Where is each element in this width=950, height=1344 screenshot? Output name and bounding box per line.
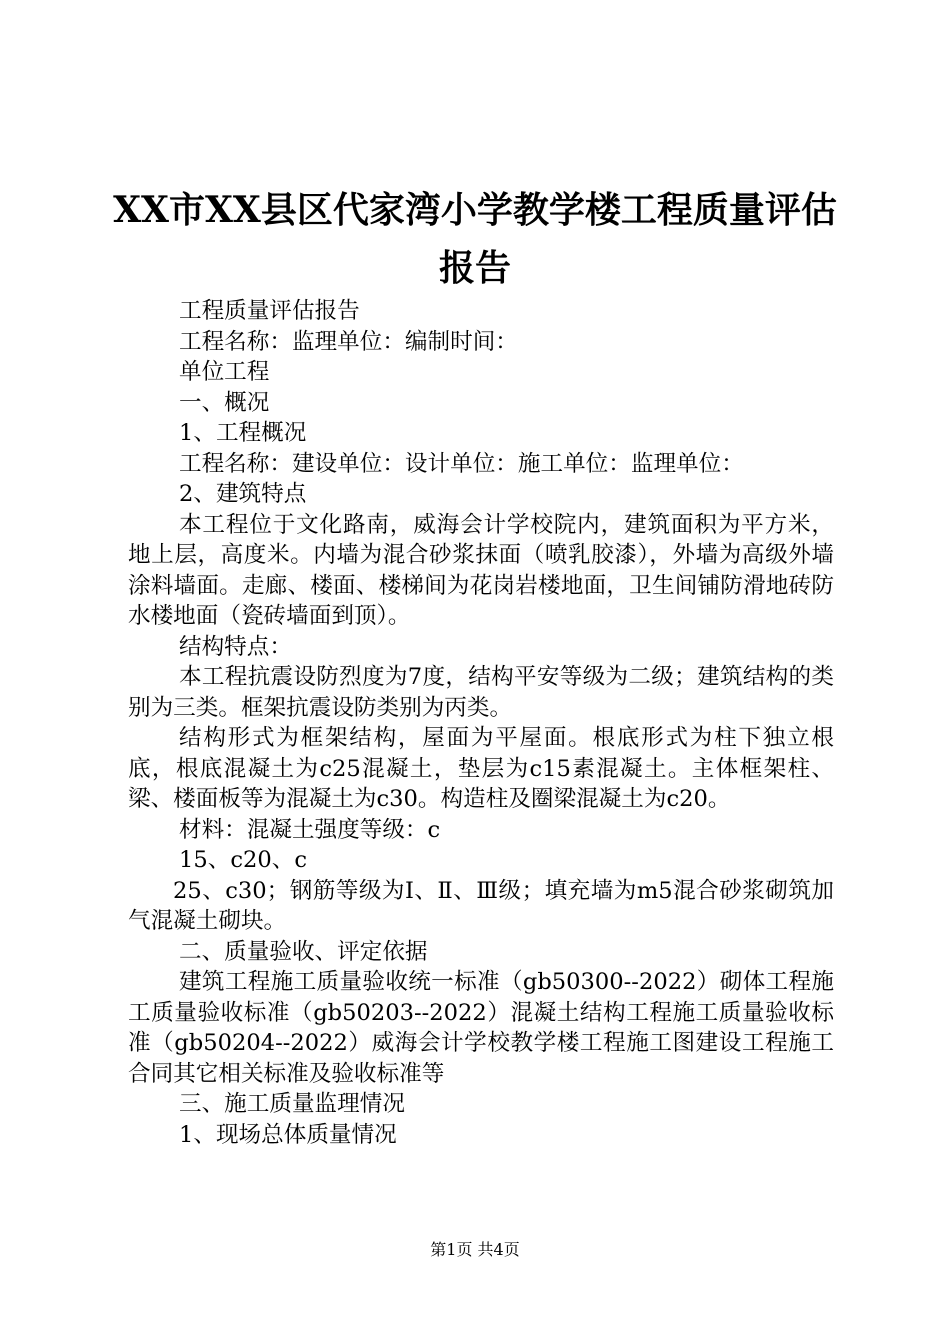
paragraph-structure-form: 结构形式为框架结构，屋面为平屋面。根底形式为柱下独立根底，根底混凝土为c25混凝土，垫层为c15素混凝土。主体框架柱、梁、楼面板等为混凝土为c30。构造柱及圈梁混凝土为c20。	[128, 725, 834, 812]
subsection-heading-building-features: 2、建筑特点	[179, 481, 307, 507]
page-number-footer: 第1页 共4页	[430, 1240, 520, 1259]
section-heading-supervision: 三、施工质量监理情况	[179, 1091, 405, 1117]
paragraph-unit-project: 单位工程	[179, 359, 270, 385]
document-title-line-2: 报告	[438, 247, 511, 289]
paragraph-project-parties: 工程名称：建设单位：设计单位：施工单位：监理单位：	[179, 450, 744, 477]
paragraph-standards: 建筑工程施工质量验收统一标准（gb50300--2022）砌体工程施工质量验收标准（gb50203--2022）混凝土结构工程施工质量验收标准（gb50204--2022）威海会计学校教学楼工程施工图建设工程施工合同其它相关标准及验收标准等	[128, 969, 834, 1087]
paragraph-report-heading: 工程质量评估报告	[179, 298, 360, 324]
paragraph-project-info: 工程名称：监理单位：编制时间：	[179, 328, 518, 355]
paragraph-materials-cont-1: 15、c20、c	[179, 847, 307, 873]
document-body	[128, 296, 834, 1150]
document-title-line-1: XX市XX县区代家湾小学教学楼工程质量评估	[113, 189, 837, 231]
subsection-heading-project-overview: 1、工程概况	[179, 420, 307, 446]
paragraph-building-description: 本工程位于文化路南，威海会计学校院内，建筑面积为平方米，地上层，高度米。内墙为混合砂浆抹面（喷乳胶漆），外墙为高级外墙涂料墙面。走廊、楼面、楼梯间为花岗岩楼地面，卫生间铺防滑地砖防水楼地面（瓷砖墙面到顶）。	[128, 511, 834, 629]
paragraph-materials-cont-2: 25、c30；钢筋等级为Ⅰ、Ⅱ、Ⅲ级；填充墙为m5混合砂浆砌筑加气混凝土砌块。	[128, 877, 834, 934]
paragraph-structure-heading: 结构特点：	[179, 633, 292, 660]
paragraph-seismic: 本工程抗震设防烈度为7度，结构平安等级为二级；建筑结构的类别为三类。框架抗震设防类别为丙类。	[128, 664, 834, 721]
section-heading-overview: 一、概况	[179, 389, 270, 416]
subsection-heading-site-quality: 1、现场总体质量情况	[179, 1121, 397, 1148]
section-heading-acceptance-basis: 二、质量验收、评定依据	[179, 938, 428, 965]
paragraph-materials: 材料：混凝土强度等级：c	[179, 816, 441, 843]
